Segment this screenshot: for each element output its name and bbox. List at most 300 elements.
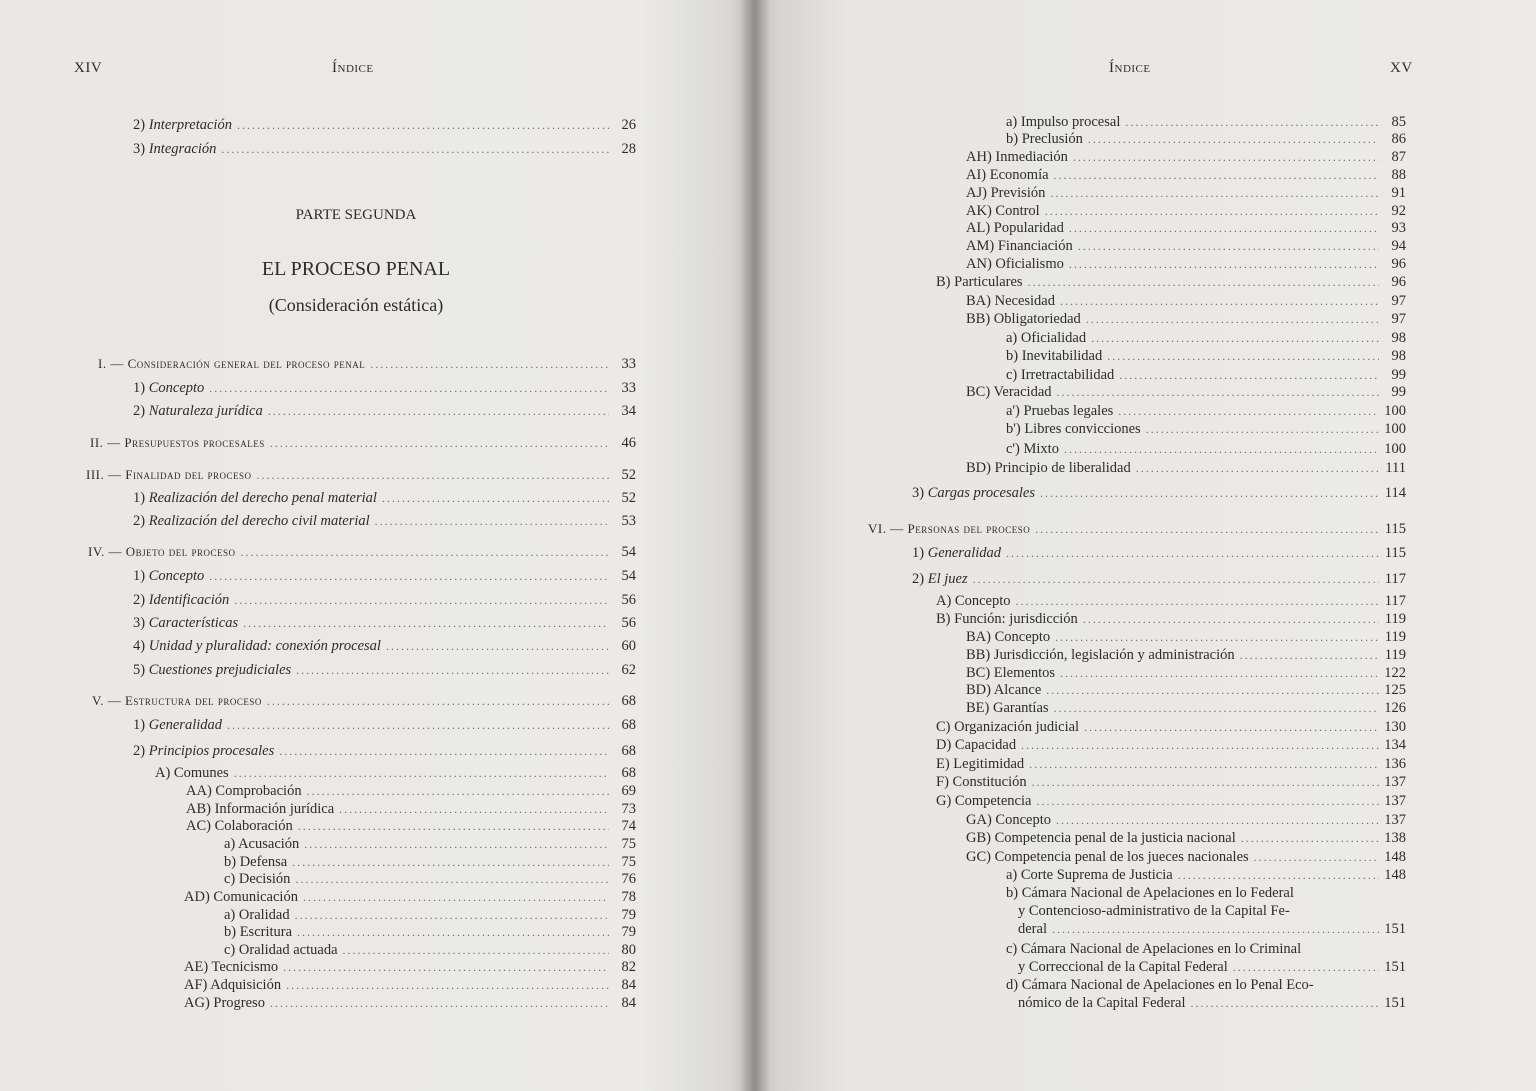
right-toc-entry <box>1006 440 1406 458</box>
toc-entry-label: 2) Identificación <box>133 592 230 608</box>
leader-dots <box>292 853 609 871</box>
toc-page-number: 54 <box>621 544 636 560</box>
main-title: EL PROCESO PENAL <box>261 258 451 280</box>
toc-page-number: 53 <box>621 513 636 529</box>
left-toc-entry <box>133 637 636 655</box>
toc-page-number: 137 <box>1384 793 1406 809</box>
toc-entry-label: G) Competencia <box>936 793 1032 809</box>
toc-entry-label: BC) Veracidad <box>966 384 1052 400</box>
toc-page-number: 111 <box>1385 460 1406 476</box>
right-toc-entry <box>936 773 1406 791</box>
toc-entry-label: c) Decisión <box>224 871 291 887</box>
leader-dots <box>1083 610 1379 628</box>
left-toc-entry <box>184 976 636 994</box>
toc-entry-label: BD) Alcance <box>966 682 1042 698</box>
toc-entry-label: AL) Popularidad <box>966 220 1064 236</box>
leader-dots <box>1054 166 1379 184</box>
toc-entry-label: C) Organización judicial <box>936 719 1080 735</box>
toc-entry-label: AI) Economía <box>966 167 1049 183</box>
toc-entry-label: b) Escritura <box>224 924 293 940</box>
toc-page-number: 119 <box>1384 611 1406 627</box>
toc-page-number: 28 <box>621 141 636 157</box>
toc-page-number: 92 <box>1391 203 1406 219</box>
toc-entry-label: AC) Colaboración <box>186 818 293 834</box>
leader-dots <box>375 512 609 530</box>
right-toc-entry <box>912 484 1406 502</box>
right-toc-entry <box>966 383 1406 401</box>
leader-dots <box>343 941 609 959</box>
running-header-right: Índice <box>1109 60 1151 76</box>
leader-dots <box>270 994 609 1012</box>
running-header-left: Índice <box>332 60 374 76</box>
toc-page-number: 115 <box>1384 521 1406 537</box>
left-toc-entry <box>186 817 636 835</box>
toc-page-number: 87 <box>1391 149 1406 165</box>
toc-entry-label: 2) Realización del derecho civil material <box>133 513 370 529</box>
toc-entry-label: nómico de la Capital Federal <box>1018 995 1186 1011</box>
right-toc-entry <box>966 829 1406 847</box>
right-page <box>752 0 1536 1091</box>
toc-page-number: 56 <box>621 592 636 608</box>
toc-page-number: 74 <box>621 818 636 834</box>
book-spine-shadow <box>740 0 770 1091</box>
leader-dots <box>339 800 609 818</box>
left-toc-entry <box>133 116 636 134</box>
toc-entry-label: AB) Información jurídica <box>186 801 335 817</box>
leader-dots <box>227 716 609 734</box>
toc-entry-label: E) Legitimidad <box>936 756 1025 772</box>
leader-dots <box>1035 520 1379 538</box>
leader-dots <box>303 888 609 906</box>
toc-page-number: 115 <box>1384 545 1406 561</box>
right-toc-entry <box>936 592 1406 610</box>
leader-dots <box>1060 292 1379 310</box>
left-toc-entry <box>224 923 636 941</box>
toc-page-number: 93 <box>1391 220 1406 236</box>
leader-dots <box>1028 273 1379 291</box>
toc-page-number: 85 <box>1391 114 1406 130</box>
toc-entry-label: b) Inevitabilidad <box>1006 348 1103 364</box>
right-toc-entry <box>868 520 1406 538</box>
toc-page-number: 151 <box>1384 995 1406 1011</box>
toc-page-number: 100 <box>1384 421 1406 437</box>
right-toc-entry <box>966 459 1406 477</box>
toc-page-number: 134 <box>1384 737 1406 753</box>
toc-page-number: 68 <box>621 743 636 759</box>
toc-page-number: 54 <box>621 568 636 584</box>
left-toc-entry <box>224 906 636 924</box>
toc-page-number: 117 <box>1384 571 1406 587</box>
toc-entry-label: 3) Cargas procesales <box>912 485 1035 501</box>
toc-page-number: 91 <box>1391 185 1406 201</box>
right-toc-entry <box>966 202 1406 220</box>
left-toc-entry <box>133 591 636 609</box>
leader-dots <box>295 870 609 888</box>
left-toc-entry <box>224 941 636 959</box>
right-toc-entry <box>966 184 1406 202</box>
leader-dots <box>1046 681 1379 699</box>
leader-dots <box>307 782 609 800</box>
right-toc-entry <box>966 310 1406 328</box>
toc-page-number: 82 <box>621 959 636 975</box>
toc-entry-label: 1) Generalidad <box>133 717 223 733</box>
toc-entry-label: b') Libres convicciones <box>1006 421 1141 437</box>
toc-page-number: 68 <box>621 693 636 709</box>
toc-page-number: 46 <box>621 435 636 451</box>
toc-entry-label: BD) Principio de liberalidad <box>966 460 1131 476</box>
right-toc-entry <box>1006 402 1406 420</box>
toc-entry-label: c) Irretractabilidad <box>1006 367 1115 383</box>
leader-dots <box>1178 866 1379 884</box>
toc-entry-label: F) Constitución <box>936 774 1027 790</box>
leader-dots <box>241 543 609 561</box>
toc-page-number: 88 <box>1391 167 1406 183</box>
toc-entry-label: a) Acusación <box>224 836 300 852</box>
leader-dots <box>268 402 609 420</box>
toc-page-number: 69 <box>621 783 636 799</box>
right-toc-entry <box>1006 420 1406 438</box>
toc-entry-label: b) Preclusión <box>1006 131 1083 147</box>
toc-page-number: 97 <box>1391 293 1406 309</box>
right-toc-entry <box>1006 113 1406 131</box>
leader-dots <box>1241 829 1379 847</box>
leader-dots <box>382 489 609 507</box>
toc-page-number: 84 <box>621 977 636 993</box>
toc-entry-label: 2) El juez <box>912 571 968 587</box>
toc-page-number: 78 <box>621 889 636 905</box>
toc-entry-label: 1) Realización del derecho penal material <box>133 490 377 506</box>
toc-entry-label: y Correccional de la Capital Federal <box>1018 959 1228 975</box>
leader-dots <box>1036 792 1379 810</box>
leader-dots <box>243 614 609 632</box>
toc-entry-label: AF) Adquisición <box>184 977 282 993</box>
toc-page-number: 33 <box>621 380 636 396</box>
left-toc-entry <box>133 512 636 530</box>
toc-page-number: 99 <box>1391 367 1406 383</box>
toc-entry-label: 1) Generalidad <box>912 545 1002 561</box>
left-toc-entry <box>92 692 636 710</box>
toc-entry-label: III. — Finalidad del proceso <box>86 467 252 482</box>
leader-dots <box>1107 347 1379 365</box>
toc-page-number: 60 <box>621 638 636 654</box>
leader-dots <box>1055 628 1379 646</box>
toc-entry-label: BB) Obligatoriedad <box>966 311 1081 327</box>
toc-page-number: 138 <box>1384 830 1406 846</box>
right-toc-entry <box>936 792 1406 810</box>
toc-entry-label: V. — Estructura del proceso <box>92 693 262 708</box>
right-toc-entry <box>966 166 1406 184</box>
leader-dots <box>1233 958 1379 976</box>
toc-entry-label: 2) Principios procesales <box>133 743 275 759</box>
toc-page-number: 151 <box>1384 921 1406 937</box>
leader-dots <box>1118 402 1379 420</box>
leader-dots <box>1073 148 1379 166</box>
left-toc-entry <box>186 782 636 800</box>
right-toc-entry <box>936 736 1406 754</box>
toc-entry-label: a) Oralidad <box>224 907 290 923</box>
toc-page-number: 34 <box>621 403 636 419</box>
toc-page-number: 84 <box>621 995 636 1011</box>
toc-page-number: 26 <box>621 117 636 133</box>
leader-dots <box>1006 544 1379 562</box>
right-toc-entry <box>966 664 1406 682</box>
toc-entry-label: I. — Consideración general del proceso penal <box>98 356 366 371</box>
toc-page-number: 33 <box>621 356 636 372</box>
leader-dots <box>1021 736 1379 754</box>
leader-dots <box>237 116 609 134</box>
toc-page-number: 80 <box>621 942 636 958</box>
leader-dots <box>1191 994 1379 1012</box>
right-toc-entry <box>966 237 1406 255</box>
toc-page-number: 98 <box>1391 348 1406 364</box>
left-toc-entry <box>133 742 636 760</box>
toc-entry-label: AN) Oficialismo <box>966 256 1064 272</box>
toc-entry-label: B) Función: jurisdicción <box>936 611 1078 627</box>
toc-entry-label: 2) Interpretación <box>133 117 232 133</box>
left-toc-entry <box>184 888 636 906</box>
leader-dots <box>973 570 1379 588</box>
toc-entry-label: BC) Elementos <box>966 665 1056 681</box>
toc-entry-label: VI. — Personas del proceso <box>868 521 1031 536</box>
left-toc-entry <box>133 716 636 734</box>
toc-entry-label: c) Oralidad actuada <box>224 942 338 958</box>
right-toc-entry <box>966 646 1406 664</box>
toc-entry-label: A) Comunes <box>155 765 229 781</box>
toc-page-number: 117 <box>1384 593 1406 609</box>
toc-entry-label: deral <box>1018 921 1047 937</box>
leader-dots <box>1016 592 1380 610</box>
toc-page-number: 79 <box>621 924 636 940</box>
toc-entry-label: 2) Naturaleza jurídica <box>133 403 263 419</box>
leader-dots <box>295 906 609 924</box>
toc-entry-label: B) Particulares <box>936 274 1023 290</box>
right-toc-entry <box>966 219 1406 237</box>
right-toc-entry <box>1006 366 1406 384</box>
left-toc-entry <box>98 355 636 373</box>
right-toc-entry <box>966 292 1406 310</box>
toc-entry-label: D) Capacidad <box>936 737 1017 753</box>
leader-dots <box>234 591 609 609</box>
leader-dots <box>304 835 609 853</box>
toc-entry-label: b) Cámara Nacional de Apelaciones en lo Federal <box>1006 885 1294 901</box>
toc-page-number: 56 <box>621 615 636 631</box>
right-toc-entry <box>1006 866 1406 884</box>
right-toc-entry <box>966 848 1406 866</box>
leader-dots <box>1254 848 1379 866</box>
left-toc-entry <box>224 853 636 871</box>
toc-entry-label: AH) Inmediación <box>966 149 1068 165</box>
left-toc-entry <box>133 614 636 632</box>
right-toc-entry <box>966 681 1406 699</box>
toc-page-number: 96 <box>1391 274 1406 290</box>
toc-entry-label: GC) Competencia penal de los jueces nacionales <box>966 849 1249 865</box>
toc-entry-label: 3) Integración <box>133 141 217 157</box>
toc-page-number: 119 <box>1384 647 1406 663</box>
toc-entry-label: GA) Concepto <box>966 812 1051 828</box>
toc-page-number: 136 <box>1384 756 1406 772</box>
right-toc-entry <box>966 699 1406 717</box>
left-toc-entry <box>86 466 636 484</box>
left-toc-entry <box>133 402 636 420</box>
leader-dots <box>1057 383 1380 401</box>
toc-entry-label: AJ) Previsión <box>966 185 1046 201</box>
toc-page-number: 137 <box>1384 774 1406 790</box>
right-toc-entry <box>912 570 1406 588</box>
toc-entry-label: AA) Comprobación <box>186 783 302 799</box>
toc-page-number: 98 <box>1391 330 1406 346</box>
toc-entry-label: 1) Concepto <box>133 380 205 396</box>
toc-page-number: 73 <box>621 801 636 817</box>
toc-page-number: 99 <box>1391 384 1406 400</box>
leader-dots <box>1091 329 1379 347</box>
right-toc-entry <box>1006 347 1406 365</box>
toc-entry-label: AM) Financiación <box>966 238 1073 254</box>
leader-dots <box>1060 664 1379 682</box>
right-toc-entry <box>936 718 1406 736</box>
toc-page-number: 130 <box>1384 719 1406 735</box>
right-toc-entry <box>936 610 1406 628</box>
leader-dots <box>1146 420 1379 438</box>
toc-entry-label: a') Pruebas legales <box>1006 403 1114 419</box>
toc-entry-label: II. — Presupuestos procesales <box>90 435 265 450</box>
left-toc-entry <box>184 994 636 1012</box>
leader-dots <box>1050 184 1379 202</box>
toc-entry-label: c) Cámara Nacional de Apelaciones en lo Criminal <box>1006 941 1302 957</box>
leader-dots <box>209 379 609 397</box>
leader-dots <box>297 923 609 941</box>
toc-page-number: 137 <box>1384 812 1406 828</box>
toc-page-number: 126 <box>1384 700 1406 716</box>
toc-entry-label: y Contencioso-administrativo de la Capital Fe- <box>1018 903 1290 919</box>
toc-page-number: 114 <box>1384 485 1406 501</box>
left-toc-entry <box>133 140 636 158</box>
toc-entry-label: 5) Cuestiones prejudiciales <box>133 662 292 678</box>
leader-dots <box>1064 440 1379 458</box>
left-toc-entry <box>90 434 636 452</box>
leader-dots <box>1136 459 1379 477</box>
toc-page-number: 52 <box>621 467 636 483</box>
toc-page-number: 148 <box>1384 867 1406 883</box>
left-toc-entry <box>224 835 636 853</box>
toc-entry-label: BE) Garantías <box>966 700 1049 716</box>
toc-entry-label: 1) Concepto <box>133 568 205 584</box>
toc-page-number: 76 <box>621 871 636 887</box>
leader-dots <box>267 692 609 710</box>
toc-entry-label: a) Impulso procesal <box>1006 114 1121 130</box>
leader-dots <box>1069 255 1379 273</box>
leader-dots <box>209 567 609 585</box>
left-toc-entry <box>133 567 636 585</box>
leader-dots <box>1069 219 1379 237</box>
leader-dots <box>1056 811 1379 829</box>
right-toc-entry <box>912 544 1406 562</box>
leader-dots <box>1029 755 1379 773</box>
toc-page-number: 122 <box>1384 665 1406 681</box>
leader-dots <box>270 434 609 452</box>
right-toc-entry <box>966 255 1406 273</box>
toc-page-number: 119 <box>1384 629 1406 645</box>
subtitle: (Consideración estática) <box>268 295 444 315</box>
right-toc-entry <box>1018 994 1406 1012</box>
leader-dots <box>1086 310 1379 328</box>
toc-page-number: 86 <box>1391 131 1406 147</box>
leader-dots <box>1088 130 1379 148</box>
leader-dots <box>221 140 609 158</box>
toc-entry-label: d) Cámara Nacional de Apelaciones en lo Penal Eco- <box>1006 977 1314 993</box>
leader-dots <box>298 817 609 835</box>
toc-entry-label: a) Oficialidad <box>1006 330 1087 346</box>
toc-page-number: 62 <box>621 662 636 678</box>
leader-dots <box>1040 484 1379 502</box>
toc-page-number: 96 <box>1391 256 1406 272</box>
toc-entry-label: AK) Control <box>966 203 1040 219</box>
leader-dots <box>1125 113 1379 131</box>
toc-entry-label: A) Concepto <box>936 593 1011 609</box>
leader-dots <box>1052 920 1379 938</box>
toc-entry-label: AD) Comunicación <box>184 889 298 905</box>
leader-dots <box>1240 646 1379 664</box>
toc-page-number: 100 <box>1384 441 1406 457</box>
toc-page-number: 125 <box>1384 682 1406 698</box>
toc-page-number: 52 <box>621 490 636 506</box>
toc-page-number: 97 <box>1391 311 1406 327</box>
toc-entry-label: GB) Competencia penal de la justicia nacional <box>966 830 1236 846</box>
left-toc-entry <box>184 958 636 976</box>
toc-entry-label: AG) Progreso <box>184 995 265 1011</box>
leader-dots <box>1119 366 1379 384</box>
leader-dots <box>256 466 609 484</box>
left-toc-entry <box>155 764 636 782</box>
page-number-right: XV <box>1390 60 1413 76</box>
left-toc-entry <box>88 543 636 561</box>
leader-dots <box>1032 773 1379 791</box>
toc-page-number: 79 <box>621 907 636 923</box>
toc-entry-label: BA) Concepto <box>966 629 1051 645</box>
toc-entry-label: 4) Unidad y pluralidad: conexión procesal <box>133 638 381 654</box>
right-toc-entry <box>936 273 1406 291</box>
leader-dots <box>1045 202 1379 220</box>
page-number-left: XIV <box>74 60 103 76</box>
left-toc-entry <box>186 800 636 818</box>
right-toc-entry <box>936 755 1406 773</box>
toc-entry-label: b) Defensa <box>224 854 288 870</box>
toc-page-number: 75 <box>621 854 636 870</box>
toc-page-number: 100 <box>1384 403 1406 419</box>
right-toc-entry <box>966 811 1406 829</box>
toc-entry-label: AE) Tecnicismo <box>184 959 279 975</box>
toc-page-number: 68 <box>621 717 636 733</box>
leader-dots <box>1084 718 1379 736</box>
left-page <box>0 0 752 1091</box>
toc-entry-label: a) Corte Suprema de Justicia <box>1006 867 1173 883</box>
right-toc-entry <box>966 148 1406 166</box>
toc-page-number: 148 <box>1384 849 1406 865</box>
leader-dots <box>370 355 609 373</box>
left-toc-entry <box>133 489 636 507</box>
toc-entry-label: BB) Jurisdicción, legislación y administración <box>966 647 1235 663</box>
toc-page-number: 151 <box>1384 959 1406 975</box>
toc-page-number: 75 <box>621 836 636 852</box>
left-toc-entry <box>133 661 636 679</box>
leader-dots <box>283 958 609 976</box>
toc-entry-label: 3) Características <box>133 615 239 631</box>
right-toc-entry <box>966 628 1406 646</box>
leader-dots <box>279 742 609 760</box>
leader-dots <box>386 637 609 655</box>
leader-dots <box>1078 237 1379 255</box>
right-toc-entry <box>1006 329 1406 347</box>
toc-entry-label: BA) Necesidad <box>966 293 1055 309</box>
